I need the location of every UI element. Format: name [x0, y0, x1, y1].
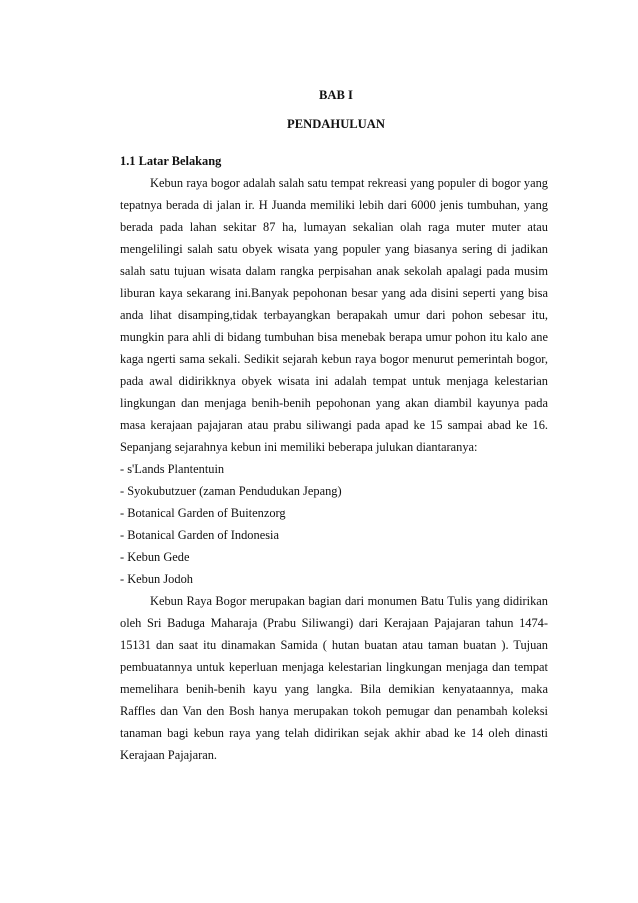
list-item: - Kebun Gede — [120, 550, 190, 564]
paragraph-intro: Kebun raya bogor adalah salah satu tempat rekreasi yang populer di bogor yang tepatnya berada di jalan ir. H Juanda memiliki lebih dari 6000 jenis tumbuhan, yang berada pada lahan sekitar 87 ha, lumayan sekalian olah raga muter muter atau mengelilingi salah satu obyek wisata yang populer yang biasanya sering di jadikan salah satu tujuan wisata dalam rangka perpisahan anak sekolah apalagi pada musim liburan kaya sekarang ini.Banyak pepohonan besar yang ada disini seperti yang bisa anda lihat disamping,tidak terbayangkan berapakah umur dari pohon sebesar itu, mungkin para ahli di bidang tumbuhan bisa menebak berapa umur pohon itu kalo ane kaga ngerti sama sekali. Sedikit sejarah kebun raya bogor menurut pemerintah bogor, pada awal didirikknya obyek wisata ini adalah tempat untuk menjaga kelestarian lingkungan dan menjaga benih-benih pepohonan yang akan diambil kayunya pada masa kerajaan pajajaran atau prabu siliwangi pada apad ke 15 sampai abad ke 16. Sepanjang sejarahnya kebun ini memiliki beberapa julukan diantaranya: — [120, 176, 548, 454]
list-item: - s'Lands Plantentuin — [120, 462, 225, 476]
list-item: - Botanical Garden of Buitenzorg — [120, 506, 286, 520]
paragraph-history: Kebun Raya Bogor merupakan bagian dari monumen Batu Tulis yang didirikan oleh Sri Baduga Maharaja (Prabu Siliwangi) dari Kerajaan Pajajaran tahun 1474-15131 dan saat itu dinamakan Samida ( hutan buatan atau taman buatan ). Tujuan pembuatannya untuk keperluan menjaga kelestarian lingkungan menjaga dan tempat memelihara benih-benih kayu yang langka. Bila demikian kenyataannya, maka Raffles dan Van den Bosh hanya merupakan tokoh pemugar dan penambah koleksi tanaman bagi kebun raya yang telah didirikan sejak akhir abad ke 14 oleh dinasti Kerajaan Pajajaran. — [120, 594, 548, 762]
chapter-number: BAB I — [319, 88, 353, 102]
nickname-list — [120, 458, 548, 590]
chapter-title: PENDAHULUAN — [287, 117, 385, 131]
section-heading: 1.1 Latar Belakang — [120, 154, 222, 168]
list-item: - Botanical Garden of Indonesia — [120, 528, 279, 542]
list-item: - Syokubutzuer (zaman Pendudukan Jepang) — [120, 484, 342, 498]
list-item: - Kebun Jodoh — [120, 572, 193, 586]
body-content — [120, 150, 548, 766]
